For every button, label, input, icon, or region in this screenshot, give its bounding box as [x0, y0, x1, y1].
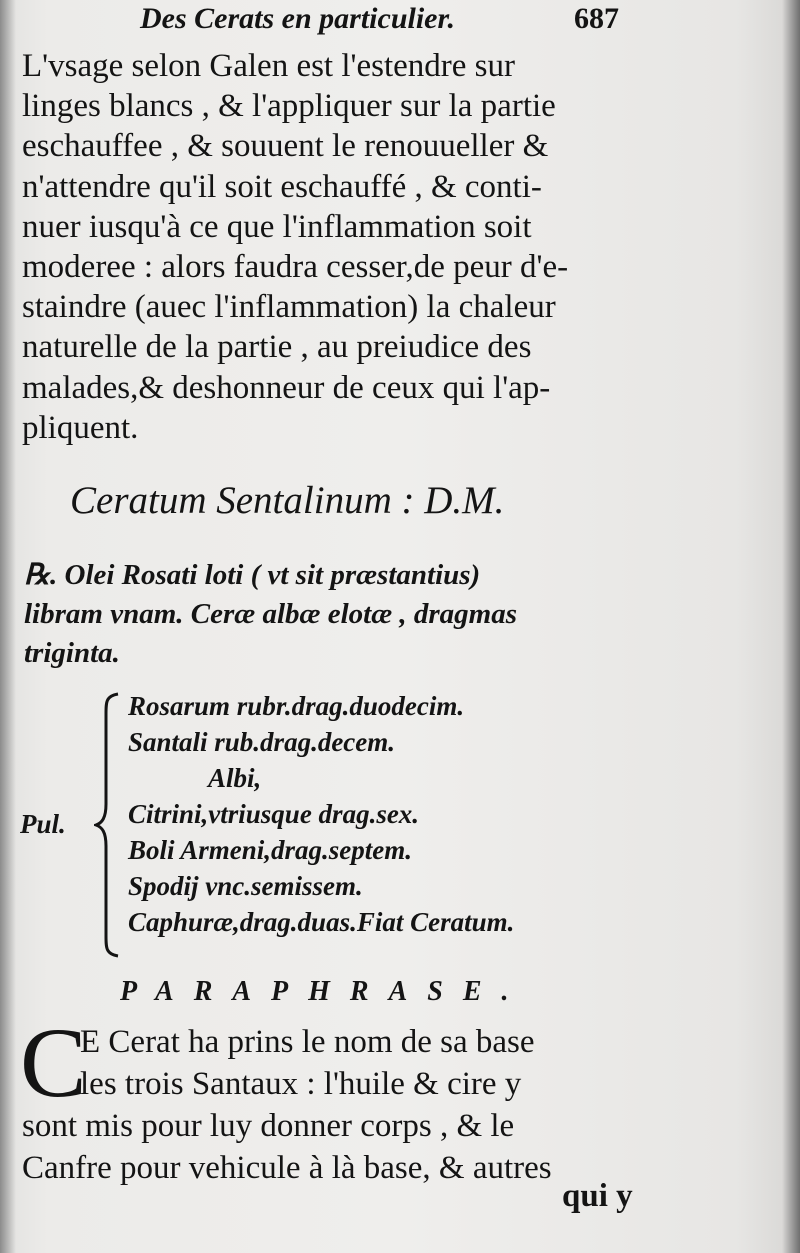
page-number: 687 — [574, 2, 619, 35]
ingredient-item: Rosarum rubr.drag.duodecim. — [128, 691, 465, 721]
ingredient-list — [128, 688, 514, 940]
section-title: Ceratum Sentalinum : D.M. — [70, 479, 505, 522]
ingredient-item: Citrini,vtriusque drag.sex. — [128, 799, 420, 829]
edge-shadow — [782, 0, 800, 1253]
curly-brace-icon — [94, 692, 124, 958]
body-paragraph-2-continued: sont mis pour luy donner corps , & le Canfre pour vehicule à là base, & autres — [22, 1108, 552, 1186]
drop-cap: C — [20, 1007, 87, 1118]
ingredient-item: Santali rub.drag.decem. — [128, 727, 396, 757]
paraphrase-heading: PARAPHRASE. — [120, 976, 529, 1007]
catchword: qui y — [562, 1178, 633, 1214]
ingredient-item: Spodij vnc.semissem. — [128, 871, 363, 901]
running-head-title: Des Cerats en particulier. — [140, 2, 456, 35]
ingredient-item: Caphuræ,drag.duas.Fiat Ceratum. — [128, 907, 515, 937]
ingredient-item: Boli Armeni,drag.septem. — [128, 835, 413, 865]
body-paragraph-1: L'vsage selon Galen est l'estendre sur linges blancs , & l'appliquer sur la partie eschauffee , & souuent le renouueller & n'attendre qu'il soit eschauffé , & conti- nuer iusqu'à ce que l'inflammation soit moderee : alors faudra cesser,de peur d'e- staindre (auec l'inflammation) la chaleur naturelle de la partie , au preiudice des malades,& deshonneur de ceux qui l'ap- pliquent. — [22, 48, 569, 446]
pul-label: Pul. — [20, 809, 66, 839]
body-paragraph-2-start: E Cerat ha prins le nom de sa base les trois Santaux : l'huile & cire y — [80, 1024, 535, 1102]
gutter-shadow — [0, 0, 16, 1253]
ingredient-item: Albi, — [208, 763, 262, 793]
recipe-paragraph: ℞. Olei Rosati loti ( vt sit præstantius) libram vnam. Ceræ albæ elotæ , dragmas triginta. — [24, 559, 518, 669]
